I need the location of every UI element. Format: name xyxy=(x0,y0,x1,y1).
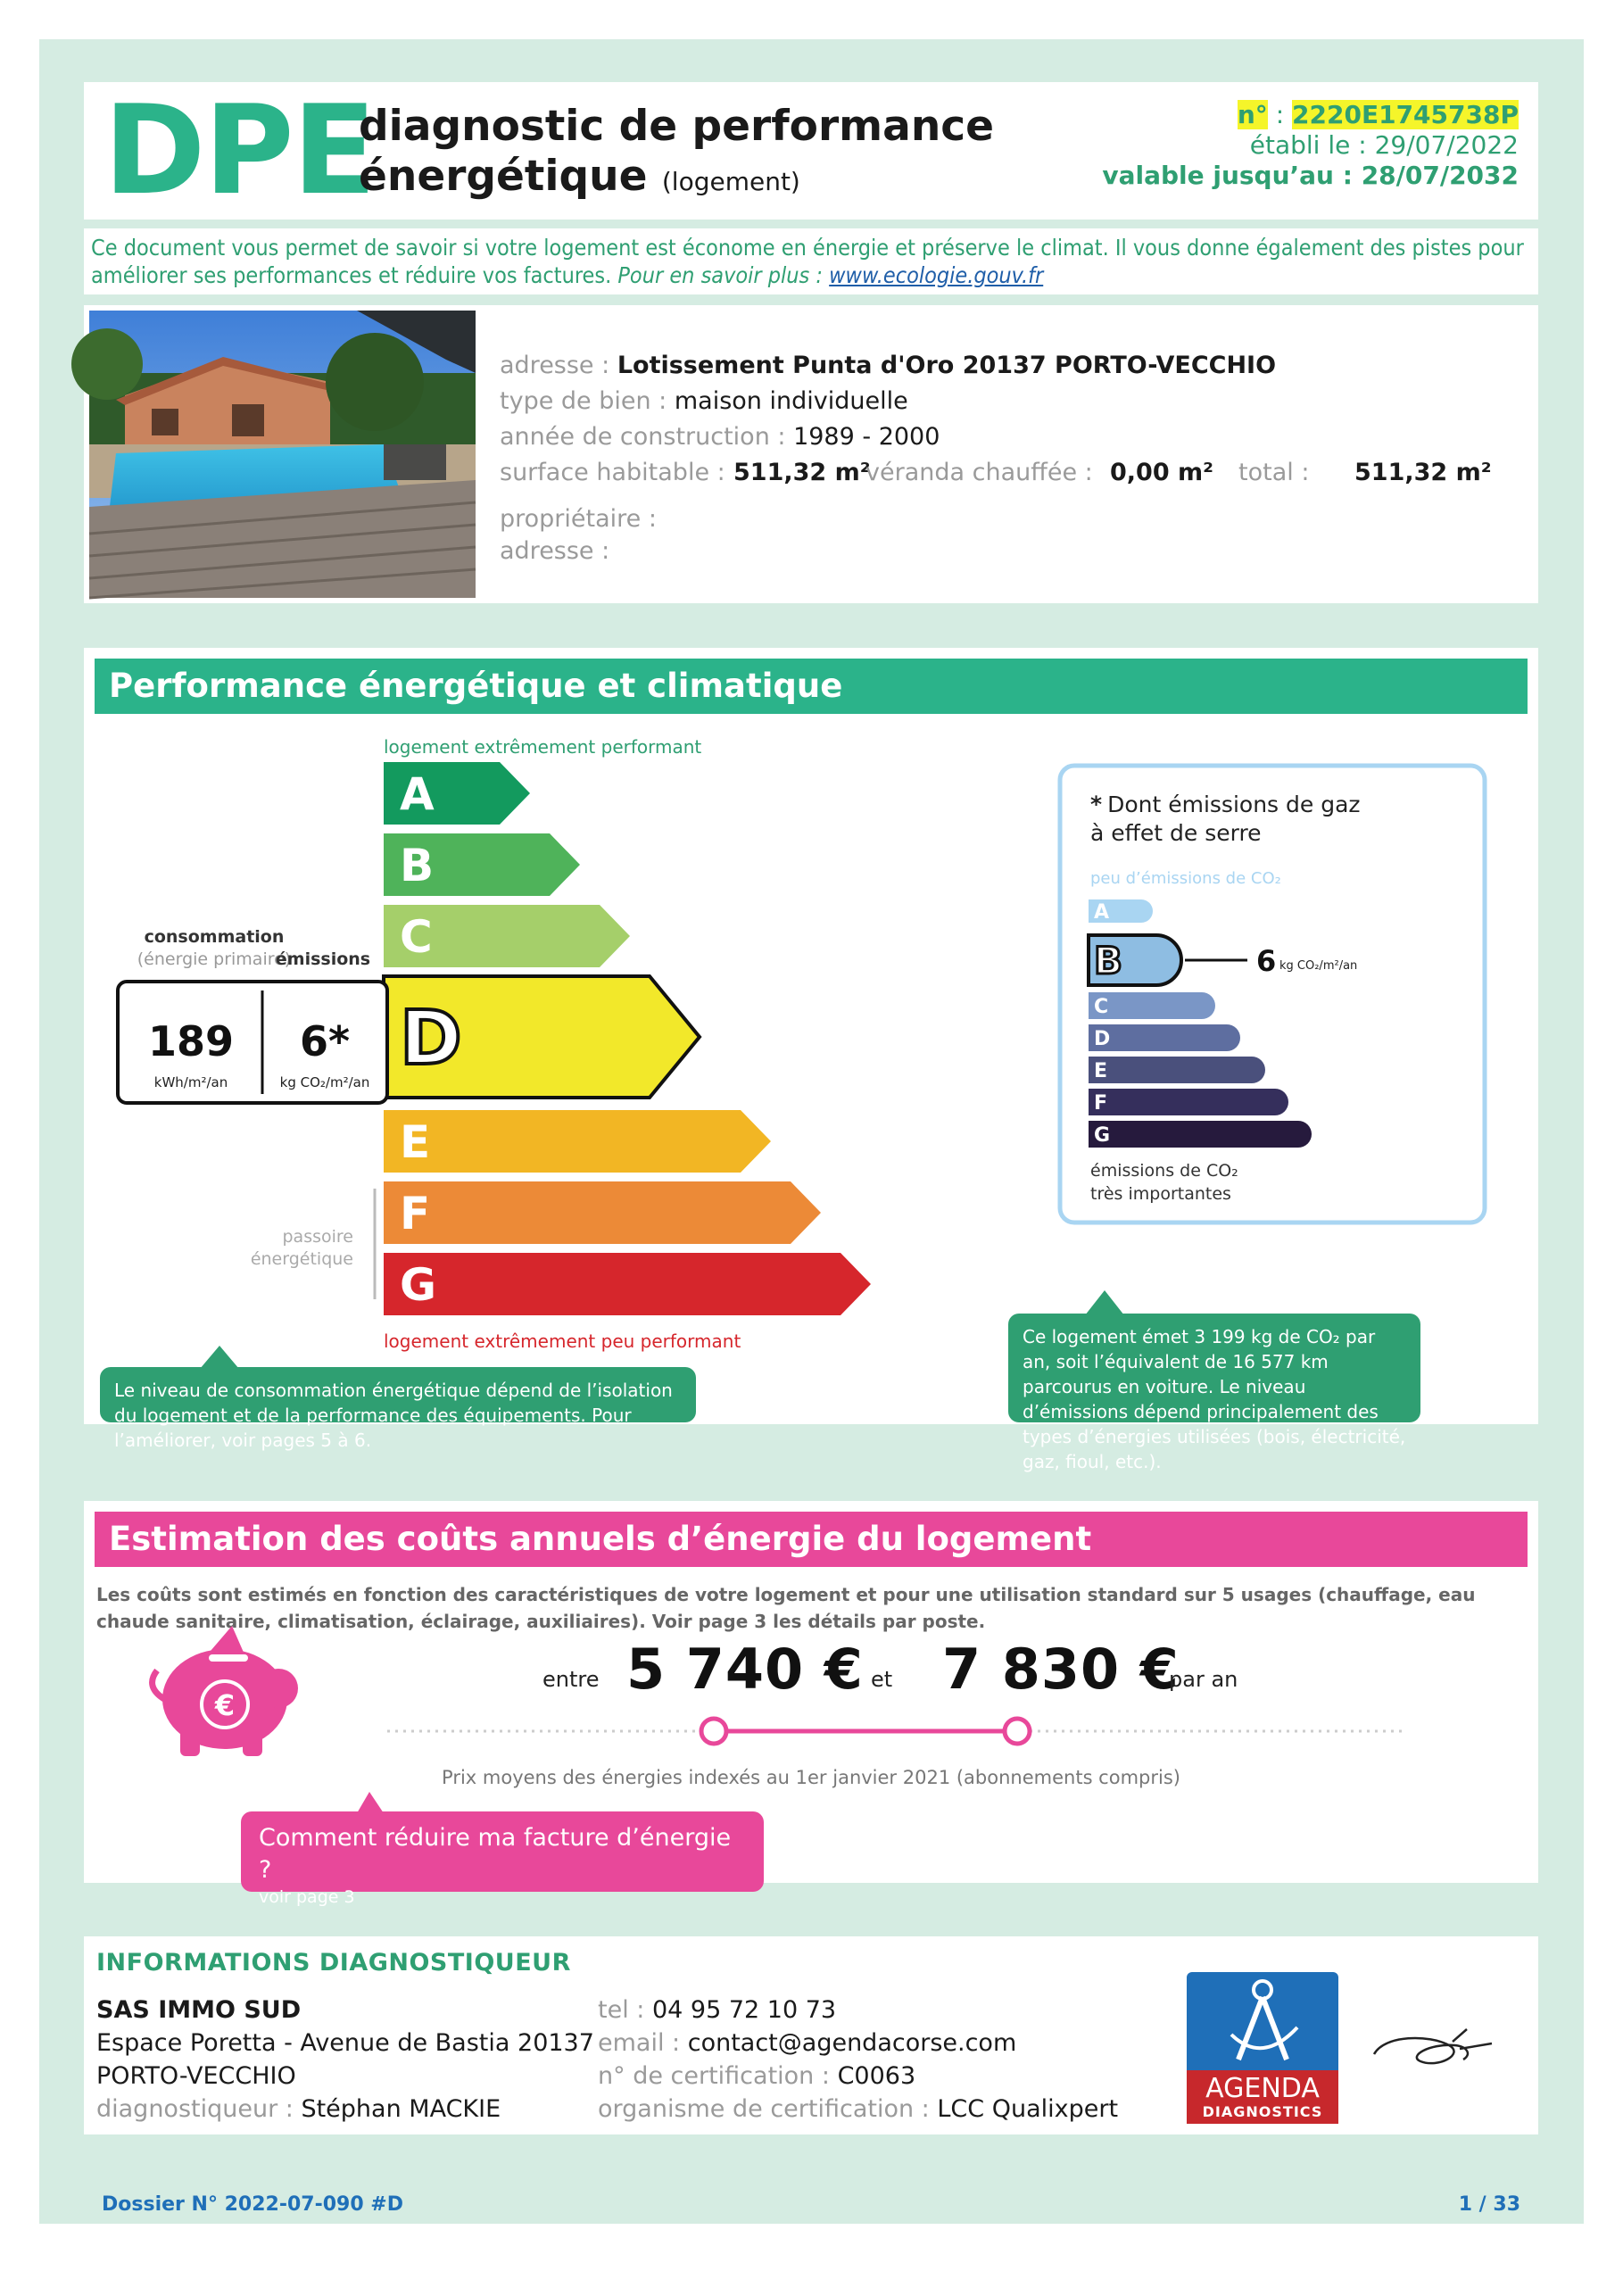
type-value: maison individuelle xyxy=(674,387,908,415)
agenda-logo xyxy=(1187,1972,1338,2124)
title-suffix: (logement) xyxy=(661,167,800,196)
diag-label: diagnostiqueur : xyxy=(96,2095,302,2123)
property-card xyxy=(84,305,1538,603)
costs-note: Les coûts sont estimés en fonction des caractéristiques de votre logement et pour une utilisation standard sur 5 usages (chauffage, eau chaude sanitaire, climatisation, éclairage, auxiliaires). Voir page 3 les détails par poste. xyxy=(96,1584,1476,1632)
cta-pointer xyxy=(357,1792,384,1813)
intro-more: Pour en savoir plus : xyxy=(617,262,830,288)
logo-line-1: AGENDA xyxy=(1205,2073,1320,2104)
document-meta xyxy=(1102,100,1519,191)
word-between: entre xyxy=(542,1667,600,1692)
reduce-bill-callout[interactable] xyxy=(241,1811,764,1907)
consumption-value: 189 xyxy=(147,1017,235,1065)
total-label: total : xyxy=(1238,459,1310,486)
page-number: 1 / 33 xyxy=(1458,2193,1520,2216)
year-label: année de construction : xyxy=(500,423,794,451)
ges-bar-label-a: A xyxy=(1094,901,1110,924)
cert-value: C0063 xyxy=(837,2062,916,2090)
cta-sub: voir page 3 xyxy=(259,1887,355,1907)
document-number: 2220E1745738P xyxy=(1292,100,1519,129)
ges-bar-label-g: G xyxy=(1094,1124,1111,1147)
document-title xyxy=(359,102,994,207)
passoire-label-2: énergétique xyxy=(250,1249,353,1269)
ges-bar-label-d: D xyxy=(1094,1028,1111,1050)
property-details xyxy=(500,348,1492,568)
veranda-value: 0,00 m² xyxy=(1110,459,1213,486)
performance-card xyxy=(84,648,1538,1472)
ges-bar-e xyxy=(1089,1057,1265,1083)
emissions-unit: kg CO₂/m²/an xyxy=(279,1074,370,1090)
intro-body: Ce document vous permet de savoir si votre logement est économe en énergie et préserve le climat. Il vous donne également des pistes pour améliorer ses performances et réduire vos factures. xyxy=(91,235,1524,288)
cert-label: n° de certification : xyxy=(598,2062,838,2090)
header-card xyxy=(84,79,1538,222)
diag-name: Stéphan MACKIE xyxy=(301,2095,501,2123)
consumption-unit: kWh/m²/an xyxy=(153,1074,228,1090)
diagnostician-contact xyxy=(598,1993,1118,2126)
company-street: Espace Poretta - Avenue de Bastia 20137 xyxy=(96,2029,594,2057)
ges-bar-label-b: B xyxy=(1094,939,1123,982)
energy-bar-label-g: G xyxy=(400,1259,437,1311)
owner-address-label: adresse : xyxy=(500,537,610,565)
email-value[interactable]: contact@agendacorse.com xyxy=(687,2029,1017,2057)
energy-bar-label-e: E xyxy=(400,1116,431,1168)
logo-line-2: DIAGNOSTICS xyxy=(1202,2103,1323,2120)
piggy-bank-icon xyxy=(153,1626,298,1756)
word-per-year: par an xyxy=(1169,1667,1238,1692)
ges-unit: kg CO₂/m²/an xyxy=(1279,959,1358,973)
intro-text xyxy=(91,234,1531,289)
top-performance-label: logement extrêmement performant xyxy=(384,736,702,758)
bubble-right-pointer xyxy=(1085,1290,1124,1315)
valid-date: 28/07/2032 xyxy=(1361,161,1519,190)
word-and: et xyxy=(871,1667,893,1692)
energy-bar-label-d: D xyxy=(400,994,462,1082)
costs-card xyxy=(84,1501,1538,1907)
diagnostician-card xyxy=(84,1936,1538,2134)
type-label: type de bien : xyxy=(500,387,675,415)
diagnostician-company xyxy=(96,1993,594,2126)
dossier-number: Dossier N° 2022-07-090 #D xyxy=(102,2193,403,2216)
company-name: SAS IMMO SUD xyxy=(96,1996,302,2024)
org-value: LCC Qualixpert xyxy=(937,2095,1119,2123)
ges-top-label: peu d’émissions de CO₂ xyxy=(1090,869,1281,888)
ges-title-1 xyxy=(1090,792,1361,817)
euro-symbol: € xyxy=(214,1688,236,1722)
ges-bar-label-c: C xyxy=(1094,996,1109,1018)
ecologie-link[interactable]: www.ecologie.gouv.fr xyxy=(829,262,1044,288)
email-label: email : xyxy=(598,2029,688,2057)
ges-title-line-2: à effet de serre xyxy=(1090,820,1262,846)
cost-high-marker xyxy=(1005,1719,1030,1744)
pool-house-image xyxy=(89,311,476,598)
address-label: adresse : xyxy=(500,352,617,379)
title-line-2: énergétique xyxy=(359,152,648,201)
prices-note: Prix moyens des énergies indexés au 1er janvier 2021 (abonnements compris) xyxy=(442,1767,1180,1788)
consumption-sub: (énergie primaire) xyxy=(137,949,292,969)
ges-bar-label-e: E xyxy=(1094,1060,1108,1082)
title-line-1: diagnostic de performance xyxy=(359,102,995,151)
energy-bar-g xyxy=(384,1253,871,1315)
dpe-logo: DPE xyxy=(104,79,375,222)
performance-chart xyxy=(84,648,1538,1424)
emissions-label: émissions xyxy=(275,949,371,969)
number-separator: : xyxy=(1267,100,1293,129)
passoire-label-1: passoire xyxy=(282,1227,353,1247)
costs-title: Estimation des coûts annuels d’énergie du logement xyxy=(95,1512,1528,1567)
ges-bar-f xyxy=(1089,1089,1288,1115)
cost-low-marker xyxy=(701,1719,726,1744)
ges-star: * xyxy=(1090,792,1103,817)
total-value: 511,32 m² xyxy=(1354,459,1492,486)
surface-label: surface habitable : xyxy=(500,459,725,486)
established-label: établi le : xyxy=(1249,130,1375,160)
company-city: PORTO-VECCHIO xyxy=(96,2062,296,2090)
energy-bar-f xyxy=(384,1181,821,1244)
property-photo xyxy=(89,311,476,598)
bubble-left-pointer xyxy=(200,1346,239,1369)
energy-scale xyxy=(384,762,871,1315)
surface-value: 511,32 m² xyxy=(733,459,871,486)
bubble-left xyxy=(100,1367,696,1451)
address-value: Lotissement Punta d'Oro 20137 PORTO-VECCHIO xyxy=(617,352,1277,379)
established-date: 29/07/2022 xyxy=(1374,130,1519,160)
energy-bar-label-f: F xyxy=(400,1188,431,1239)
ges-title-line-1: Dont émissions de gaz xyxy=(1107,792,1361,817)
ges-bottom-label-1: émissions de CO₂ xyxy=(1090,1161,1238,1181)
tel-value: 04 95 72 10 73 xyxy=(651,1996,837,2024)
energy-bar-e xyxy=(384,1110,771,1173)
emissions-value: 6* xyxy=(299,1017,351,1065)
ges-bar-d xyxy=(1089,1024,1240,1051)
bubble-right-text: Ce logement émet 3 199 kg de CO₂ par an, soit l’équivalent de 16 577 km parcourus en voiture. Le niveau d’émissions dépend principalement des types d’énergies utilisées (bois, électricité, gaz, fioul, etc.). xyxy=(1023,1326,1406,1472)
veranda-label: véranda chauffée : xyxy=(865,459,1093,486)
intro-card xyxy=(84,228,1538,294)
energy-bar-label-c: C xyxy=(400,911,433,963)
energy-bar-label-b: B xyxy=(400,840,435,891)
bubble-right xyxy=(1008,1314,1420,1472)
org-label: organisme de certification : xyxy=(598,2095,938,2123)
bubble-left-text: Le niveau de consommation énergétique dépend de l’isolation du logement et de la performance des équipements. Pour l’améliorer, voir pages 5 à 6. xyxy=(114,1380,673,1451)
performance-title: Performance énergétique et climatique xyxy=(95,659,1528,714)
ges-bottom-label-2: très importantes xyxy=(1090,1184,1231,1204)
cost-high: 7 830 € xyxy=(942,1637,1180,1702)
owner-label: propriétaire : xyxy=(500,505,657,533)
ges-value: 6 xyxy=(1256,944,1277,978)
number-label: n° xyxy=(1237,100,1268,129)
energy-bar-label-a: A xyxy=(400,768,435,820)
tel-label: tel : xyxy=(598,1996,652,2024)
cost-low: 5 740 € xyxy=(626,1637,864,1702)
signature-image xyxy=(1367,2018,1501,2081)
ges-bar-g xyxy=(1089,1121,1312,1148)
ges-bar-label-f: F xyxy=(1094,1092,1108,1115)
bottom-performance-label: logement extrêmement peu performant xyxy=(384,1330,741,1352)
consumption-label: consommation xyxy=(144,927,285,947)
cta-title: Comment réduire ma facture d’énergie ? xyxy=(259,1824,732,1884)
year-value: 1989 - 2000 xyxy=(793,423,940,451)
valid-label: valable jusqu’au : xyxy=(1102,161,1362,190)
diagnostician-title: INFORMATIONS DIAGNOSTIQUEUR xyxy=(96,1949,571,1977)
